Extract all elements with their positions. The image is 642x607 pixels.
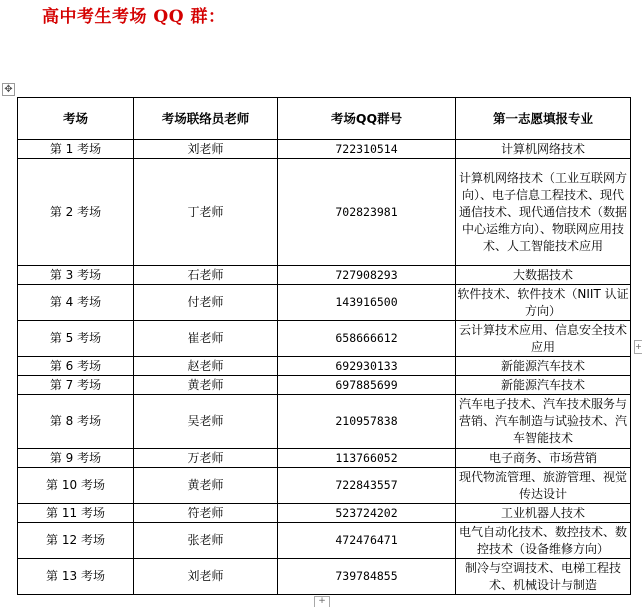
qq-cell: 702823981 (278, 159, 456, 266)
room-cell: 第 10 考场 (18, 468, 134, 504)
major-cell: 制冷与空调技术、电梯工程技术、机械设计与制造 (456, 559, 631, 595)
major-cell: 计算机网络技术 (456, 140, 631, 159)
qq-cell: 739784855 (278, 559, 456, 595)
qq-cell: 727908293 (278, 266, 456, 285)
table-row (18, 523, 631, 559)
table-header-row (18, 98, 631, 140)
header-teacher: 考场联络员老师 (134, 98, 278, 140)
teacher-cell: 赵老师 (134, 357, 278, 376)
table-row (18, 140, 631, 159)
room-cell: 第 4 考场 (18, 285, 134, 321)
teacher-cell: 吴老师 (134, 395, 278, 449)
teacher-cell: 崔老师 (134, 321, 278, 357)
teacher-cell: 付老师 (134, 285, 278, 321)
room-cell: 第 13 考场 (18, 559, 134, 595)
table-resize-handle-icon[interactable]: + (314, 596, 330, 607)
qq-cell: 472476471 (278, 523, 456, 559)
major-cell: 计算机网络技术（工业互联网方向）、电子信息工程技术、现代通信技术、现代通信技术（数据中心运维方向）、物联网应用技术、人工智能技术应用 (456, 159, 631, 266)
teacher-cell: 丁老师 (134, 159, 278, 266)
teacher-cell: 石老师 (134, 266, 278, 285)
document-title: 高中考生考场 QQ 群： (42, 7, 226, 27)
room-cell: 第 6 考场 (18, 357, 134, 376)
table-row (18, 504, 631, 523)
room-cell: 第 11 考场 (18, 504, 134, 523)
major-cell: 软件技术、软件技术（NIIT 认证方向） (456, 285, 631, 321)
major-cell: 云计算技术应用、信息安全技术应用 (456, 321, 631, 357)
table-row (18, 559, 631, 595)
teacher-cell: 黄老师 (134, 468, 278, 504)
table-row (18, 449, 631, 468)
header-major: 第一志愿填报专业 (456, 98, 631, 140)
table-row (18, 285, 631, 321)
major-cell: 汽车电子技术、汽车技术服务与营销、汽车制造与试验技术、汽车智能技术 (456, 395, 631, 449)
table-row (18, 468, 631, 504)
qq-cell: 697885699 (278, 376, 456, 395)
header-room: 考场 (18, 98, 134, 140)
room-cell: 第 12 考场 (18, 523, 134, 559)
major-cell: 新能源汽车技术 (456, 357, 631, 376)
teacher-cell: 刘老师 (134, 140, 278, 159)
room-cell: 第 9 考场 (18, 449, 134, 468)
qq-cell: 143916500 (278, 285, 456, 321)
row-insert-handle-icon[interactable]: + (634, 340, 642, 354)
qq-cell: 722310514 (278, 140, 456, 159)
table-row (18, 376, 631, 395)
table-row (18, 395, 631, 449)
major-cell: 大数据技术 (456, 266, 631, 285)
room-cell: 第 3 考场 (18, 266, 134, 285)
room-cell: 第 2 考场 (18, 159, 134, 266)
room-cell: 第 8 考场 (18, 395, 134, 449)
teacher-cell: 万老师 (134, 449, 278, 468)
table-row (18, 357, 631, 376)
major-cell: 新能源汽车技术 (456, 376, 631, 395)
major-cell: 现代物流管理、旅游管理、视觉传达设计 (456, 468, 631, 504)
teacher-cell: 张老师 (134, 523, 278, 559)
room-cell: 第 7 考场 (18, 376, 134, 395)
major-cell: 工业机器人技术 (456, 504, 631, 523)
teacher-cell: 黄老师 (134, 376, 278, 395)
room-cell: 第 5 考场 (18, 321, 134, 357)
table-row (18, 159, 631, 266)
table-row (18, 321, 631, 357)
qq-cell: 658666612 (278, 321, 456, 357)
exam-room-table (17, 97, 631, 595)
qq-cell: 523724202 (278, 504, 456, 523)
qq-cell: 113766052 (278, 449, 456, 468)
room-cell: 第 1 考场 (18, 140, 134, 159)
qq-cell: 722843557 (278, 468, 456, 504)
header-qq: 考场QQ群号 (278, 98, 456, 140)
major-cell: 电子商务、市场营销 (456, 449, 631, 468)
teacher-cell: 符老师 (134, 504, 278, 523)
major-cell: 电气自动化技术、数控技术、数控技术（设备维修方向） (456, 523, 631, 559)
table-row (18, 266, 631, 285)
teacher-cell: 刘老师 (134, 559, 278, 595)
qq-cell: 692930133 (278, 357, 456, 376)
qq-cell: 210957838 (278, 395, 456, 449)
table-move-handle-icon[interactable]: ✥ (2, 83, 15, 96)
